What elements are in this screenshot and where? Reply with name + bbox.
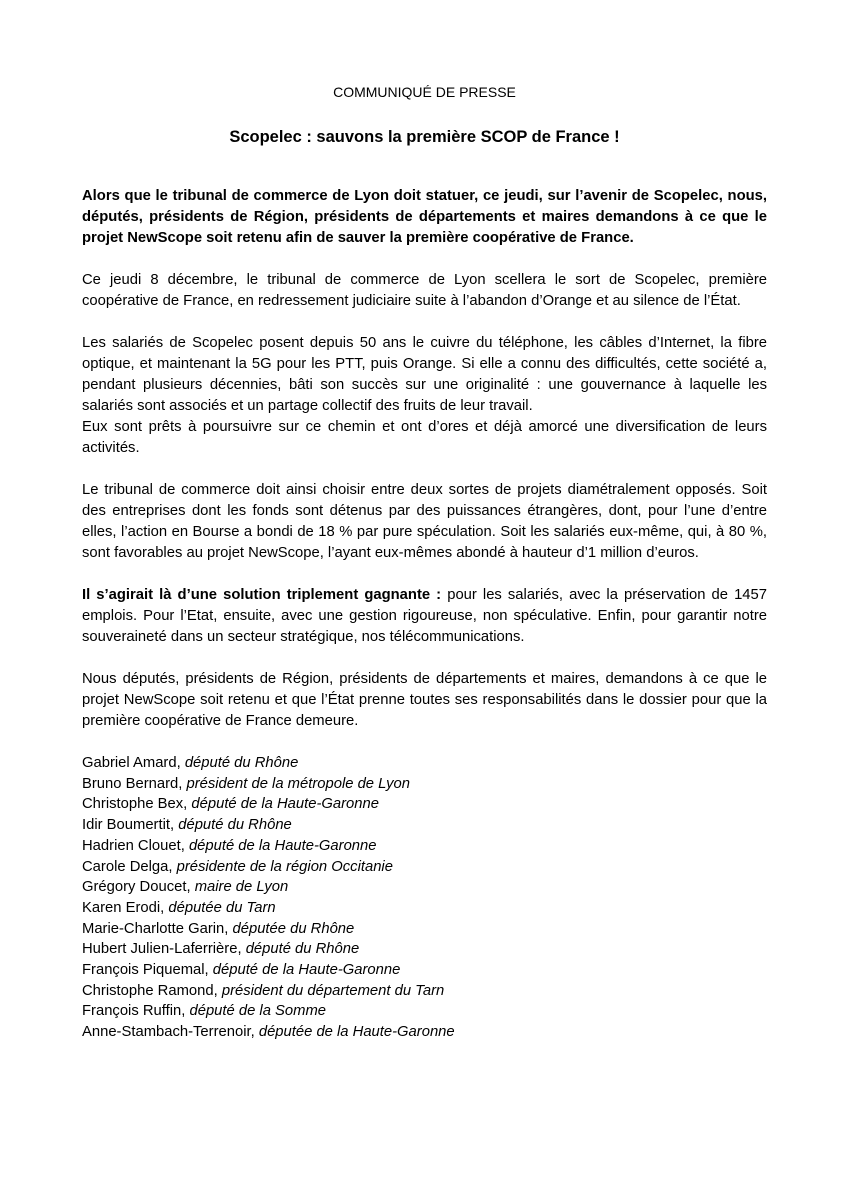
signatory-name: Christophe Ramond (82, 982, 214, 999)
signatory-item: Hadrien Clouet, député de la Haute-Garonne (82, 837, 377, 854)
signatory-name: Karen Erodi (82, 899, 161, 916)
signatory-role: président du département du Tarn (221, 982, 445, 999)
signatory-role: députée du Rhône (232, 920, 355, 937)
signatory-role: député du Rhône (245, 941, 360, 958)
signatory-name: Hubert Julien-Laferrière (82, 941, 238, 958)
signatory-role: député de la Haute-Garonne (191, 796, 379, 813)
paragraph-demand: Nous députés, présidents de Région, présidents de départements et maires, demandons à ce que le projet NewScope soit retenu et que l’État prenne toutes ses responsabilités dans le dossier pour que la première coopérative de France demeure. (82, 671, 767, 729)
signatory-role: président de la métropole de Lyon (186, 775, 410, 792)
signatory-name: François Piquemal (82, 962, 205, 979)
signatory-name: Marie-Charlotte Garin (82, 920, 225, 937)
signatory-item: François Ruffin, député de la Somme (82, 1003, 327, 1020)
signatory-role: maire de Lyon (194, 879, 289, 896)
signatory-item: Carole Delga, présidente de la région Occitanie (82, 858, 393, 875)
signatory-item: Karen Erodi, députée du Tarn (82, 899, 276, 916)
paragraph-hearing-date: Ce jeudi 8 décembre, le tribunal de commerce de Lyon scellera le sort de Scopelec, première coopérative de France, en redressement judiciaire suite à l’abandon d’Orange et au silence de l’État. (82, 272, 767, 309)
signatory-item: Gabriel Amard, député du Rhône (82, 755, 299, 771)
paragraph-diversification: Eux sont prêts à poursuivre sur ce chemin et ont d’ores et déjà amorcé une diversification de leurs activités. (82, 419, 767, 456)
signatory-item: Christophe Bex, député de la Haute-Garonne (82, 796, 379, 813)
signatory-name: Bruno Bernard (82, 775, 179, 792)
signatory-name: Gabriel Amard (82, 755, 177, 771)
document-title: Scopelec : sauvons la première SCOP de France ! (229, 128, 620, 146)
signatory-item: Grégory Doucet, maire de Lyon (82, 879, 289, 896)
signatory-item: François Piquemal, député de la Haute-Garonne (82, 962, 401, 979)
signatories-list (82, 753, 767, 1043)
winning-solution-bold-lead: Il s’agirait là d’une solution triplement gagnante : (82, 587, 442, 603)
signatory-item: Marie-Charlotte Garin, députée du Rhône (82, 920, 355, 937)
signatory-name: François Ruffin (82, 1003, 182, 1020)
winning-solution-text: pour les salariés, avec la préservation de 1457 emplois. Pour l’Etat, ensuite, avec une gestion rigoureuse, non spéculative. Enfin, pour garantir notre souveraineté dans un secteur stratégique, nos télécommunications. (82, 587, 767, 645)
signatory-role: député de la Haute-Garonne (212, 962, 401, 979)
signatory-name: Hadrien Clouet (82, 837, 181, 854)
signatory-role: présidente de la région Occitanie (176, 858, 393, 875)
signatory-item: Hubert Julien-Laferrière, député du Rhône (82, 941, 360, 958)
paragraph-two-projects: Le tribunal de commerce doit ainsi choisir entre deux sortes de projets diamétralement opposés. Soit des entreprises dont les fonds sont détenus par des puissances étrangères, dont, pour l’une d’entre elles, l’action en Bourse a bondi de 18 % par pure spéculation. Soit les salariés eux-même, qui, à 80 %, sont favorables au projet NewScope, l’ayant eux-mêmes abondé à hauteur d’1 million d’euros. (82, 482, 767, 561)
signatory-role: député du Rhône (178, 817, 292, 834)
signatory-name: Grégory Doucet (82, 879, 187, 896)
signatory-name: Idir Boumertit (82, 817, 170, 834)
paragraph-winning-solution (82, 585, 767, 648)
signatory-name: Anne-Stambach-Terrenoir (82, 1024, 251, 1041)
signatory-role: député de la Haute-Garonne (188, 837, 377, 854)
document-header: COMMUNIQUÉ DE PRESSE (333, 84, 516, 100)
signatory-role: député de la Somme (189, 1003, 327, 1020)
signatory-item: Idir Boumertit, député du Rhône (82, 817, 292, 834)
paragraph-company-history: Les salariés de Scopelec posent depuis 50 ans le cuivre du téléphone, les câbles d’Internet, la fibre optique, et maintenant la 5G pour les PTT, puis Orange. Si elle a connu des difficultés, cette société a, pendant plusieurs décennies, bâti son succès sur une originalité : une gouvernance à laquelle les salariés sont associés et un partage collectif des fruits de leur travail. (82, 335, 767, 414)
signatory-item: Bruno Bernard, président de la métropole de Lyon (82, 775, 410, 792)
signatory-name: Christophe Bex (82, 796, 184, 813)
signatory-role: députée de la Haute-Garonne (258, 1024, 455, 1041)
signatory-role: députée du Tarn (168, 899, 276, 916)
signatory-item: Christophe Ramond, président du département du Tarn (82, 982, 445, 999)
lead-paragraph: Alors que le tribunal de commerce de Lyon doit statuer, ce jeudi, sur l’avenir de Scopelec, nous, députés, présidents de Région, présidents de départements et maires demandons à ce que le projet NewScope soit retenu afin de sauver la première coopérative de France. (82, 188, 767, 246)
signatory-name: Carole Delga (82, 858, 169, 875)
signatory-role: député du Rhône (184, 755, 299, 771)
press-release-page (82, 82, 767, 1043)
signatory-item: Anne-Stambach-Terrenoir, députée de la Haute-Garonne (82, 1024, 455, 1041)
